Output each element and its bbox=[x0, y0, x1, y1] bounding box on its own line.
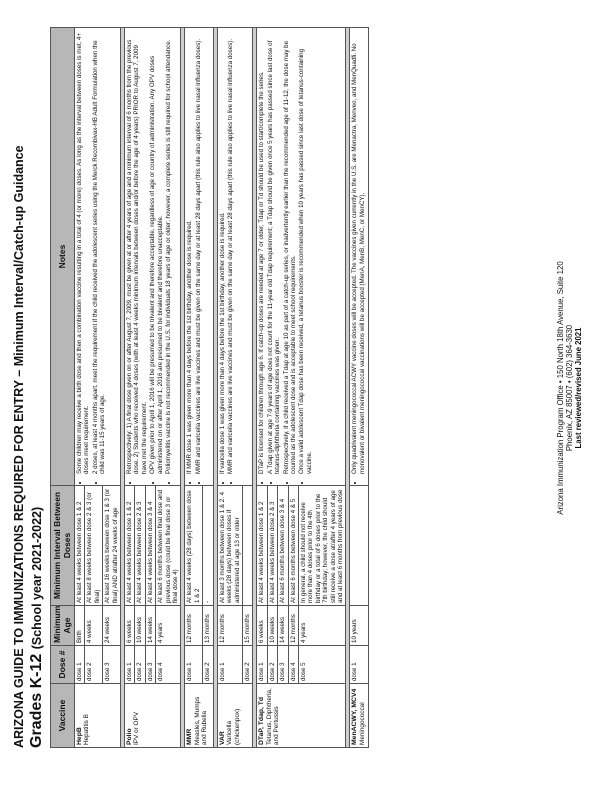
vaccine-cell bbox=[257, 684, 346, 748]
vaccine-fullname: Tetanus, Diphtheria, and Pertussis bbox=[265, 688, 281, 745]
minimum-age-cell: 4 years bbox=[156, 606, 181, 646]
document-subtitle bbox=[27, 28, 47, 748]
dose-number-cell: dose 4 bbox=[288, 646, 298, 684]
note-item: • Once a valid adolescent Tdap dose has been received, a tetanus booster is recommended when 10 years has passed since last dose of tetanus-containing vaccine. bbox=[298, 30, 313, 474]
dose-number-cell: dose 2 bbox=[135, 646, 145, 684]
minimum-age-cell: 6 weeks bbox=[125, 606, 135, 646]
note-item: • A Tdap given at age 7-9 years of age does not count for the 11-year old Tdap requirement; a Tdap should be given once 5 years has passed since last dose of tetanus-diphtheria containing vaccines was given. bbox=[267, 30, 282, 474]
dose-number-cell: dose 1 bbox=[257, 646, 267, 684]
minimum-age-cell: 14 weeks bbox=[278, 606, 288, 646]
dose-number-cell: dose 5 bbox=[298, 646, 345, 684]
immunization-table bbox=[50, 27, 369, 748]
header-dose: Dose # bbox=[51, 646, 75, 684]
vaccine-name: MMR bbox=[186, 728, 194, 745]
minimum-age-cell: 12 months bbox=[217, 606, 242, 646]
minimum-age-cell: 10 years bbox=[350, 606, 369, 646]
interval-cell: At least 4 weeks between dose 2 & 3 bbox=[135, 486, 145, 606]
notes-list bbox=[258, 30, 313, 483]
notes-list bbox=[186, 30, 202, 483]
note-item: • If varicella dose 1 was given more than 4 days before the 1st birthday, another dose is required. bbox=[219, 30, 226, 474]
table-row bbox=[75, 28, 85, 748]
note-item: • MMR and varicella vaccines are live vaccines and must be given on the same day or at least 28 days apart (this rule also applies to live nasal influenza doses). bbox=[227, 30, 234, 474]
vaccine-fullname: Varicella (chickenpox) bbox=[226, 708, 241, 745]
interval-cell: - bbox=[203, 486, 213, 606]
vaccine-fullname: Measles, Mumps and Rubella bbox=[193, 696, 209, 745]
minimum-age-cell: 13 months bbox=[203, 606, 213, 646]
note-item: • Only quadrivalent meningococcal ACWY vaccine doses will be accepted. The vaccines given currently in the U.S. are Menactra, Menveo, and MenQuadfi. No monovalent or bivalent meningococcal vaccinations will be accepted (MenA, MenB, MenC, or MenCY). bbox=[351, 30, 366, 474]
dose-number-cell: dose 1 bbox=[350, 646, 369, 684]
interval-cell: At least 4 weeks between dose 1 & 2 bbox=[257, 486, 267, 606]
dose-number-cell: dose 1 bbox=[75, 646, 85, 684]
minimum-age-cell: Birth bbox=[75, 606, 85, 646]
header-notes: Notes bbox=[51, 28, 75, 486]
minimum-age-cell: 4 years bbox=[298, 606, 345, 646]
interval-cell: At least 4 weeks between dose 2 & 3 bbox=[267, 486, 277, 606]
interval-cell: At least 4 weeks between dose 1 & 2 bbox=[125, 486, 135, 606]
dose-number-cell: dose 3 bbox=[145, 646, 155, 684]
minimum-age-cell: 14 weeks bbox=[145, 606, 155, 646]
document-title: ARIZONA GUIDE TO IMMUNIZATIONS REQUIRED FOR ENTRY – Minimum Interval/Catch-up Guidance bbox=[12, 145, 26, 748]
footer-revised: Last reviewed/revised June 2021 bbox=[574, 327, 583, 449]
table-row bbox=[217, 28, 242, 748]
vaccine-fullname: Meningococcal bbox=[358, 702, 366, 745]
vaccine-cell bbox=[75, 684, 121, 748]
notes-cell bbox=[217, 28, 253, 486]
dose-number-cell: dose 2 bbox=[242, 646, 252, 684]
dose-number-cell: dose 1 bbox=[125, 646, 135, 684]
note-item: • Retrospectively: 1) A final dose given on or after August 7, 2009, must be given at or after 4 years of age and a minimum interval of 6 months from the previous dose. 2) Students who received 4 doses (with at least 4 weeks minimum intervals between doses and/or before the age of 4 years) PRIOR to August 7, 2009 have met the requirement. bbox=[126, 30, 148, 474]
note-item: • 2 doses, at least 4 months apart, meet the requirement if the child received the adolescent series using the Merck Recombivax-HB Adult Formulation when the child was 11-15 years of age. bbox=[92, 30, 107, 474]
notes-list bbox=[76, 30, 107, 483]
subtitle-school-year: (School year 2021-2022) bbox=[30, 506, 44, 650]
notes-list bbox=[219, 30, 235, 483]
interval-cell: At least 4 weeks between dose 3 & 4 bbox=[145, 486, 155, 606]
vaccine-name: Polio bbox=[126, 728, 134, 745]
vaccine-cell bbox=[217, 684, 253, 748]
table-header-row bbox=[51, 28, 75, 748]
dose-number-cell: dose 4 bbox=[156, 646, 181, 684]
notes-cell bbox=[185, 28, 213, 486]
header-minimum-interval: Minimum Interval Between Doses bbox=[51, 486, 75, 606]
interval-cell: At least 6 months between dose 4 & 5 bbox=[288, 486, 298, 606]
dose-number-cell: dose 3 bbox=[278, 646, 288, 684]
interval-cell bbox=[350, 486, 369, 606]
table-row bbox=[125, 28, 135, 748]
minimum-age-cell: 10 weeks bbox=[267, 606, 277, 646]
dose-number-cell: dose 2 bbox=[203, 646, 213, 684]
minimum-age-cell: 6 weeks bbox=[257, 606, 267, 646]
minimum-age-cell: 12 months bbox=[185, 606, 203, 646]
note-item: • Poliomyelitis vaccine is not recommended in the U.S. for individuals 18 years of age or older; however, a complete series is still required for school attendance. bbox=[165, 30, 172, 474]
minimum-age-cell: 24 weeks bbox=[103, 606, 121, 646]
minimum-age-cell: 12 months bbox=[288, 606, 298, 646]
note-item: • Some children may receive a birth dose and then a combination vaccine resulting in a total of 4 (or more) doses. As long as the interval between doses is met, 4+ doses meet requirement. bbox=[76, 30, 91, 474]
footer-address: Phoenix, AZ 85007 • (602) 364-3630 bbox=[565, 324, 574, 452]
minimum-age-cell: 10 weeks bbox=[135, 606, 145, 646]
dose-number-cell: dose 1 bbox=[185, 646, 203, 684]
interval-cell: At least 4 weeks (28 days) between dose 1 & 2 bbox=[185, 486, 203, 606]
table-row bbox=[257, 28, 267, 748]
notes-list bbox=[351, 30, 366, 483]
header-vaccine: Vaccine bbox=[51, 684, 75, 748]
subtitle-grades: Grades K-12 bbox=[28, 653, 45, 748]
interval-cell: At least 4 weeks between dose 1 & 2 bbox=[75, 486, 85, 606]
vaccine-name: MenACWY, MCV4 bbox=[351, 688, 359, 745]
dose-number-cell: dose 1 bbox=[217, 646, 242, 684]
dose-number-cell: dose 3 bbox=[103, 646, 121, 684]
interval-cell: At least 16 weeks between dose 1 & 3 (or final) AND at/after 24 weeks of age bbox=[103, 486, 121, 606]
notes-cell bbox=[350, 28, 369, 486]
minimum-age-cell: 4 weeks bbox=[85, 606, 103, 646]
footer-office: Arizona Immunization Program Office • 150 North 18th Avenue, Suite 120 bbox=[556, 261, 565, 515]
interval-cell bbox=[242, 486, 252, 606]
notes-cell bbox=[125, 28, 181, 486]
table-body bbox=[75, 28, 369, 748]
interval-cell: In general, a child should not receive more than 4 doses prior to the 4th birthday or a total of 6 doses prior to the 7th birthday; however, the child should still receive a dose at/after 4 years of age and at least 6 months from previous dose bbox=[298, 486, 345, 606]
vaccine-name: DTaP, Tdap, Td bbox=[258, 696, 266, 745]
note-item: • OPV given prior to April 1, 2016 will be presumed to be trivalent and therefore acceptable, regardless of age or country of administration. Any OPV doses administered on or after April 1, 2016 are presumed to be bivalent and therefore unacceptable. bbox=[149, 30, 164, 474]
note-item: • If MMR dose 1 was given more than 4 days before the 1st birthday, another dose is required. bbox=[186, 30, 193, 474]
footer bbox=[556, 28, 583, 748]
table-row bbox=[185, 28, 203, 748]
notes-cell bbox=[257, 28, 346, 486]
dose-number-cell: dose 2 bbox=[267, 646, 277, 684]
interval-cell: At least 3 months between dose 1 & 2. 4 weeks (28 days) between doses if administered at age 13 or older bbox=[217, 486, 242, 606]
note-item: • DTaP is licensed for children through age 6. If catch-up doses are needed at age 7 or older, Tdap or Td should be used to start/complete the series. bbox=[258, 30, 265, 474]
notes-list bbox=[126, 30, 172, 483]
vaccine-name: HepB bbox=[76, 727, 83, 745]
vaccine-fullname: IPV or OPV bbox=[133, 711, 141, 745]
vaccine-cell bbox=[350, 684, 369, 748]
notes-cell bbox=[75, 28, 121, 486]
vaccine-cell bbox=[185, 684, 213, 748]
table-row bbox=[350, 28, 369, 748]
vaccine-fullname: Hepatitis B bbox=[83, 714, 91, 745]
interval-cell: At least 8 weeks between dose 2 & 3 (or final) bbox=[85, 486, 103, 606]
dose-number-cell: dose 2 bbox=[85, 646, 103, 684]
minimum-age-cell: 15 months bbox=[242, 606, 252, 646]
interval-cell: At least 6 months between final dose and previous dose (could be final dose 3 or final dose 4) bbox=[156, 486, 181, 606]
note-item: • Retrospectively, if a child received a Tdap at age 10 as part of a catch-up series, or inadvertently earlier than the recommended age of 11-12, the dose may be counted as the adolescent dose and is acceptable to meet school requirements. bbox=[283, 30, 298, 474]
vaccine-cell bbox=[125, 684, 181, 748]
interval-cell: At least 6 months between dose 3 & 4 bbox=[278, 486, 288, 606]
vaccine-name: VAR bbox=[218, 731, 226, 745]
note-item: • MMR and varicella vaccines are live vaccines and must be given on the same day or at least 28 days apart (this rule also applies to live nasal influenza doses). bbox=[195, 30, 202, 474]
title-block bbox=[12, 28, 47, 748]
header-minimum-age: Minimum Age bbox=[51, 606, 75, 646]
